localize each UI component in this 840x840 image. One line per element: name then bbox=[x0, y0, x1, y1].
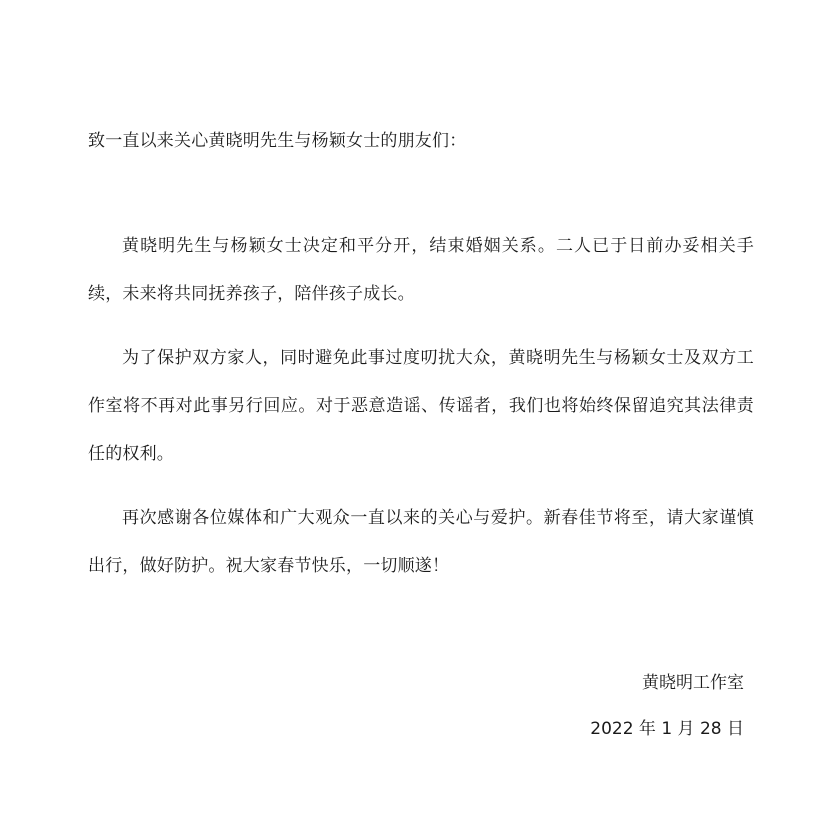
paragraph-privacy: 为了保护双方家人，同时避免此事过度叨扰大众，黄晓明先生与杨颖女士及双方工作室将不再对此事另行回应。对于恶意造谣、传谣者，我们也将始终保留追究其法律责任的权利。 bbox=[88, 348, 754, 464]
signature: 黄晓明工作室 bbox=[642, 673, 744, 693]
letter-date: 2022 年 1 月 28 日 bbox=[590, 719, 744, 739]
letter-body bbox=[88, 222, 754, 606]
paragraph-announcement: 黄晓明先生与杨颖女士决定和平分开，结束婚姻关系。二人已于日前办妥相关手续，未来将共同抚养孩子，陪伴孩子成长。 bbox=[88, 236, 754, 304]
paragraph-thanks: 再次感谢各位媒体和广大观众一直以来的关心与爱护。新春佳节将至，请大家谨慎出行，做好防护。祝大家春节快乐，一切顺遂！ bbox=[88, 508, 754, 576]
salutation: 致一直以来关心黄晓明先生与杨颖女士的朋友们： bbox=[88, 131, 467, 151]
